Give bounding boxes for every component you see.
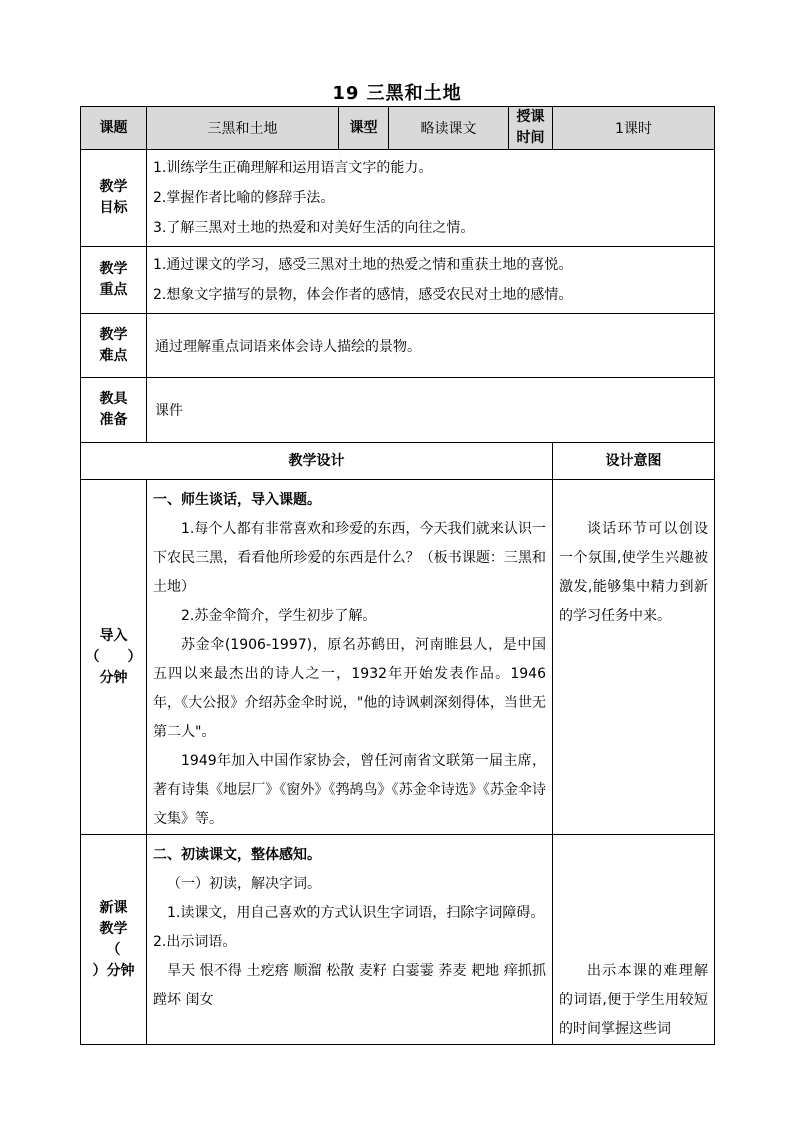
objectives-row [81, 150, 715, 247]
tools-label-line1: 教具 [99, 391, 128, 407]
type-value: 略读课文 [389, 107, 509, 150]
time-value: 1课时 [553, 107, 715, 150]
intro-label-line3: 分钟 [99, 669, 128, 686]
tools-content: 课件 [147, 378, 715, 443]
objectives-label-line1: 教学 [99, 179, 128, 195]
new-lesson-label-line4: ）分钟 [92, 962, 135, 979]
intro-paragraph: 2.苏金伞简介，学生初步了解。 [181, 608, 377, 624]
lesson-plan-table [80, 106, 715, 1045]
difficulty-label-line2: 难点 [99, 347, 128, 364]
difficulty-row [81, 314, 715, 378]
new-lesson-label-line3: （ [106, 941, 121, 958]
intro-row [81, 480, 715, 835]
page-title: 19 三黑和土地 [332, 83, 462, 104]
new-lesson-label [81, 835, 147, 1045]
key-points-row [81, 247, 715, 314]
new-lesson-heading: 二、初读课文，整体感知。 [153, 847, 321, 863]
objective-item: 2.掌握作者比喻的修辞手法。 [153, 190, 335, 206]
new-lesson-label-line1: 新课 [99, 899, 128, 916]
intro-heading: 一、师生谈话，导入课题。 [153, 492, 321, 508]
intro-paragraph: 苏金伞(1906-1997)，原名苏鹤田，河南睢县人，是中国五四以来最杰出的诗人之一，1932年开始发表作品。1946年，《大公报》介绍苏金伞时说，"他的诗讽刺深刻得体，当世无第二人"。 [153, 637, 546, 740]
topic-value: 三黑和土地 [147, 107, 339, 150]
difficulty-label [81, 314, 147, 378]
new-lesson-subheading: （一）初读，解决字词。 [167, 876, 321, 892]
objectives-label [81, 150, 147, 247]
new-lesson-intent [553, 835, 715, 1045]
intro-paragraph: 1.每个人都有非常喜欢和珍爱的东西，今天我们就来认识一下农民三黑，看看他所珍爱的东西是什么？（板书课题：三黑和土地） [153, 521, 546, 595]
key-point-item: 1.通过课文的学习，感受三黑对土地的热爱之情和重获土地的喜悦。 [153, 257, 573, 273]
objective-item: 1.训练学生正确理解和运用语言文字的能力。 [153, 160, 433, 176]
time-label [509, 107, 553, 150]
key-points-label-line1: 教学 [99, 261, 128, 277]
header-row [81, 107, 715, 150]
key-point-item: 2.想象文字描写的景物，体会作者的感情，感受农民对土地的感情。 [153, 287, 573, 303]
new-lesson-words: 旱天 恨不得 土疙瘩 顺溜 松散 麦籽 白霎霎 荞麦 耙地 痒抓抓 蹚坏 闺女 [153, 963, 546, 1008]
tools-row [81, 378, 715, 443]
key-points-label-line2: 重点 [99, 282, 128, 298]
topic-label: 课题 [81, 107, 147, 150]
new-lesson-intent-text: 出示本课的难理解的词语,便于学生用较短的时间掌握这些词 [559, 963, 708, 1037]
difficulty-content: 通过理解重点词语来体会诗人描绘的景物。 [147, 314, 715, 378]
new-lesson-paragraph: 1.读课文，用自己喜欢的方式认识生字词语，扫除字词障碍。 [167, 905, 545, 921]
new-lesson-content [147, 835, 553, 1045]
new-lesson-paragraph: 2.出示词语。 [153, 934, 237, 950]
tools-label [81, 378, 147, 443]
new-lesson-row [81, 835, 715, 1045]
objectives-label-line2: 目标 [99, 200, 128, 216]
intro-paragraph: 1949年加入中国作家协会，曾任河南省文联第一届主席，著有诗集《地层厂》《窗外》《鹁鸪鸟》《苏金伞诗选》《苏金伞诗文集》等。 [153, 753, 546, 827]
intro-intent-text: 谈话环节可以创设一个氛围,使学生兴趣被激发,能够集中精力到新的学习任务中来。 [559, 521, 708, 624]
objectives-content [147, 150, 715, 247]
time-label-line1: 授课 [516, 109, 545, 125]
difficulty-label-line1: 教学 [99, 326, 128, 343]
intro-label-line1: 导入 [99, 627, 128, 644]
time-label-line2: 时间 [516, 130, 545, 146]
intro-label-line2: （ ） [85, 648, 142, 665]
design-header-right: 设计意图 [553, 443, 715, 480]
new-lesson-label-line2: 教学 [99, 920, 128, 937]
key-points-label [81, 247, 147, 314]
key-points-content [147, 247, 715, 314]
tools-label-line2: 准备 [99, 412, 128, 428]
objective-item: 3.了解三黑对土地的热爱和对美好生活的向往之情。 [153, 220, 475, 236]
intro-intent [553, 480, 715, 835]
design-header-row [81, 443, 715, 480]
design-header-left: 教学设计 [81, 443, 553, 480]
intro-content [147, 480, 553, 835]
type-label: 课型 [339, 107, 389, 150]
intro-label [81, 480, 147, 835]
